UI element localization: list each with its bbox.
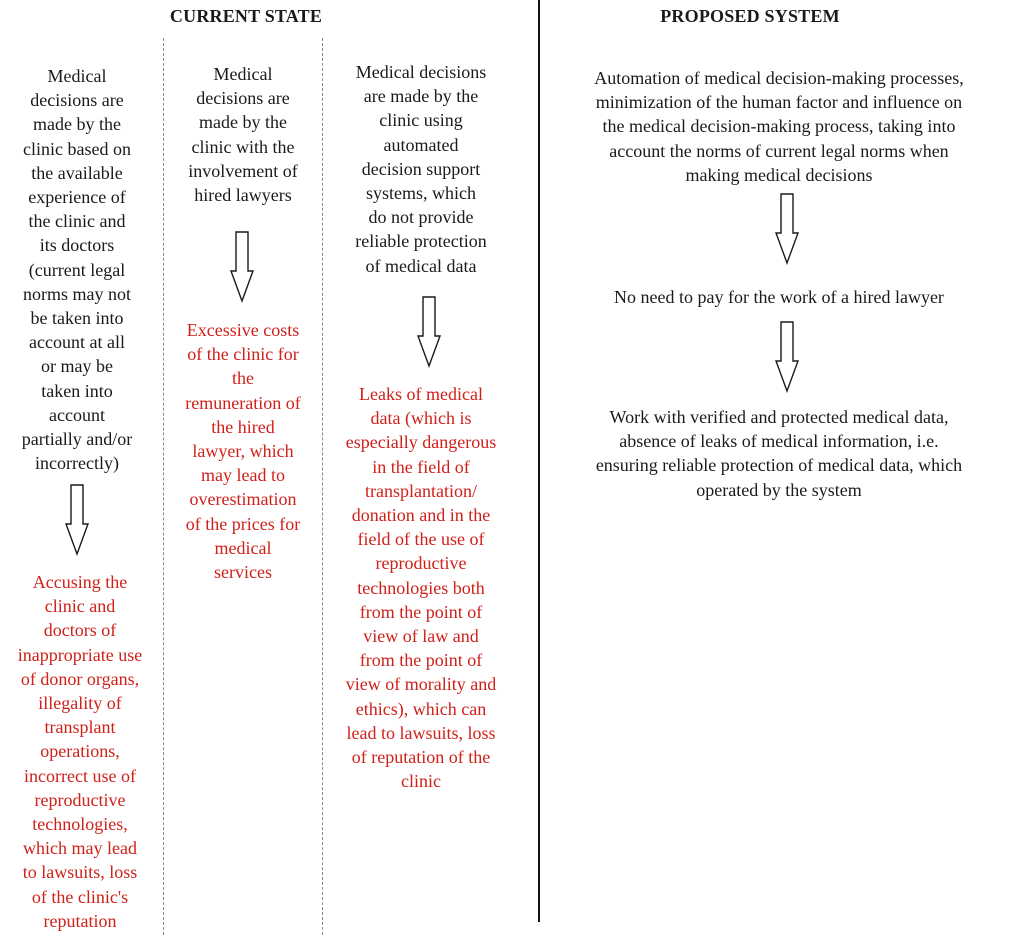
- proposed-data-protection: Work with verified and protected medical data, absence of leaks of medical information, i.e. ensuring reliable protection of medical data, which operated by the system: [595, 407, 963, 500]
- down-arrow-icon: [65, 484, 89, 561]
- consequence-data-leaks: Leaks of medical data (which is especially dangerous in the field of transplantation/ donation and in the field of the use of reproductive technologies both from the point of view of law and from the point of view of morality and ethics), which can lead to lawsuits, loss of reputation of the clinic: [345, 384, 497, 792]
- consequence-excessive-costs: Excessive costs of the clinic for the remuneration of the hired lawyer, which may lead to overestimation of the prices for medical services: [185, 320, 301, 583]
- decision-hired-lawyers: Medical decisions are made by the clinic with the involvement of hired lawyers: [188, 64, 298, 206]
- column-separator-2: [322, 38, 323, 935]
- column-separator-1: [163, 38, 164, 935]
- down-arrow-icon: [775, 193, 799, 270]
- down-arrow-icon: [417, 296, 441, 373]
- proposed-no-lawyer: No need to pay for the work of a hired lawyer: [614, 287, 944, 307]
- down-arrow-icon: [775, 321, 799, 398]
- decision-experience-based: Medical decisions are made by the clinic based on the available experience of the clinic and its doctors (current legal norms may not be taken into account at all or may be taken into account partially and/or incorrectly): [21, 66, 133, 474]
- current-state-heading: CURRENT STATE: [169, 6, 323, 26]
- main-divider: [538, 0, 540, 922]
- proposed-system-heading: PROPOSED SYSTEM: [660, 6, 840, 26]
- decision-automated-systems: Medical decisions are made by the clinic using automated decision support systems, which do not provide reliable protection of medical data: [355, 62, 487, 276]
- proposed-automation: Automation of medical decision-making processes, minimization of the human factor and influence on the medical decision-making process, taking into account the norms of current legal norms when making medical decisions: [594, 68, 964, 185]
- consequence-accusations: Accusing the clinic and doctors of inappropriate use of donor organs, illegality of transplant operations, incorrect use of reproductive technologies, which may lead to lawsuits, loss of the clinic's reputation: [17, 572, 143, 931]
- down-arrow-icon: [230, 231, 254, 308]
